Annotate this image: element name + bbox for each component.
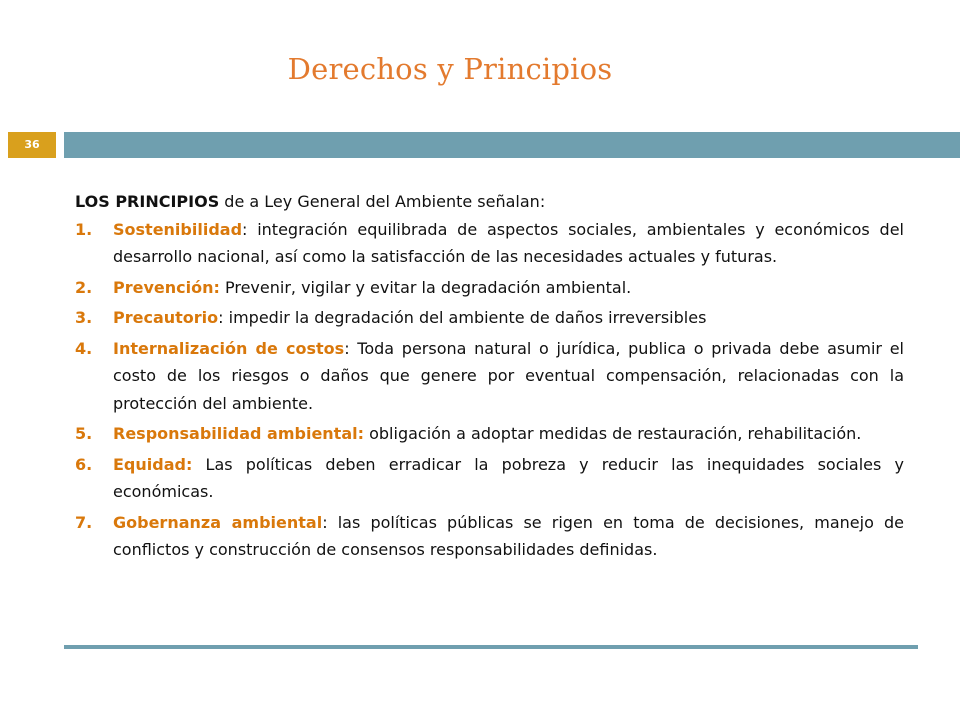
principle-text: Las políticas deben erradicar la pobreza y reducir las inequidades sociales y económicas. <box>113 454 904 501</box>
principle-item <box>75 335 904 418</box>
page-number-badge: 36 <box>8 132 56 158</box>
principle-text: Prevenir, vigilar y evitar la degradación ambiental. <box>219 277 632 297</box>
header-bar <box>64 132 960 158</box>
principle-text: : Toda persona natural o jurídica, publica o privada debe asumir el costo de los riesgos o daños que genere por eventual compensación, relacionadas con la protección del ambiente. <box>113 338 904 413</box>
principle-term: Internalización de costos <box>113 338 345 358</box>
principle-text: : las políticas públicas se rigen en toma de decisiones, manejo de conflictos y construcción de consensos responsabilidades definidas. <box>113 512 904 559</box>
principle-term: Precautorio <box>113 308 219 327</box>
principle-item <box>75 216 904 271</box>
principle-number: 6. <box>75 454 93 474</box>
principles-list <box>75 216 904 564</box>
principle-term: Sostenibilidad <box>113 219 243 239</box>
principle-number: 7. <box>75 512 93 532</box>
principle-item <box>75 509 904 564</box>
slide-title: Derechos y Principios <box>287 52 613 86</box>
principle-item <box>75 451 904 506</box>
slide-body <box>75 188 904 567</box>
intro-paragraph <box>75 188 904 216</box>
principle-text: : integración equilibrada de aspectos sociales, ambientales y económicos del desarrollo nacional, así como la satisfacción de las necesidades actuales y futuras. <box>113 219 904 266</box>
principle-term: Responsabilidad ambiental: <box>113 424 365 443</box>
principle-term: Equidad: <box>113 454 193 474</box>
intro-lead: LOS PRINCIPIOS <box>75 192 220 211</box>
principle-text: : impedir la degradación del ambiente de daños irreversibles <box>218 308 707 327</box>
footer-rule <box>64 645 918 649</box>
principle-item <box>75 304 904 332</box>
principle-term: Prevención: <box>113 277 220 297</box>
principle-number: 3. <box>75 308 93 327</box>
principle-term: Gobernanza ambiental <box>113 512 323 532</box>
principle-number: 5. <box>75 424 93 443</box>
principle-number: 1. <box>75 219 93 239</box>
principle-number: 2. <box>75 277 93 297</box>
principle-item <box>75 420 904 448</box>
principle-text: obligación a adoptar medidas de restauración, rehabilitación. <box>364 424 862 443</box>
intro-rest: de a Ley General del Ambiente señalan: <box>219 192 546 211</box>
principle-number: 4. <box>75 338 93 358</box>
principle-item <box>75 274 904 302</box>
